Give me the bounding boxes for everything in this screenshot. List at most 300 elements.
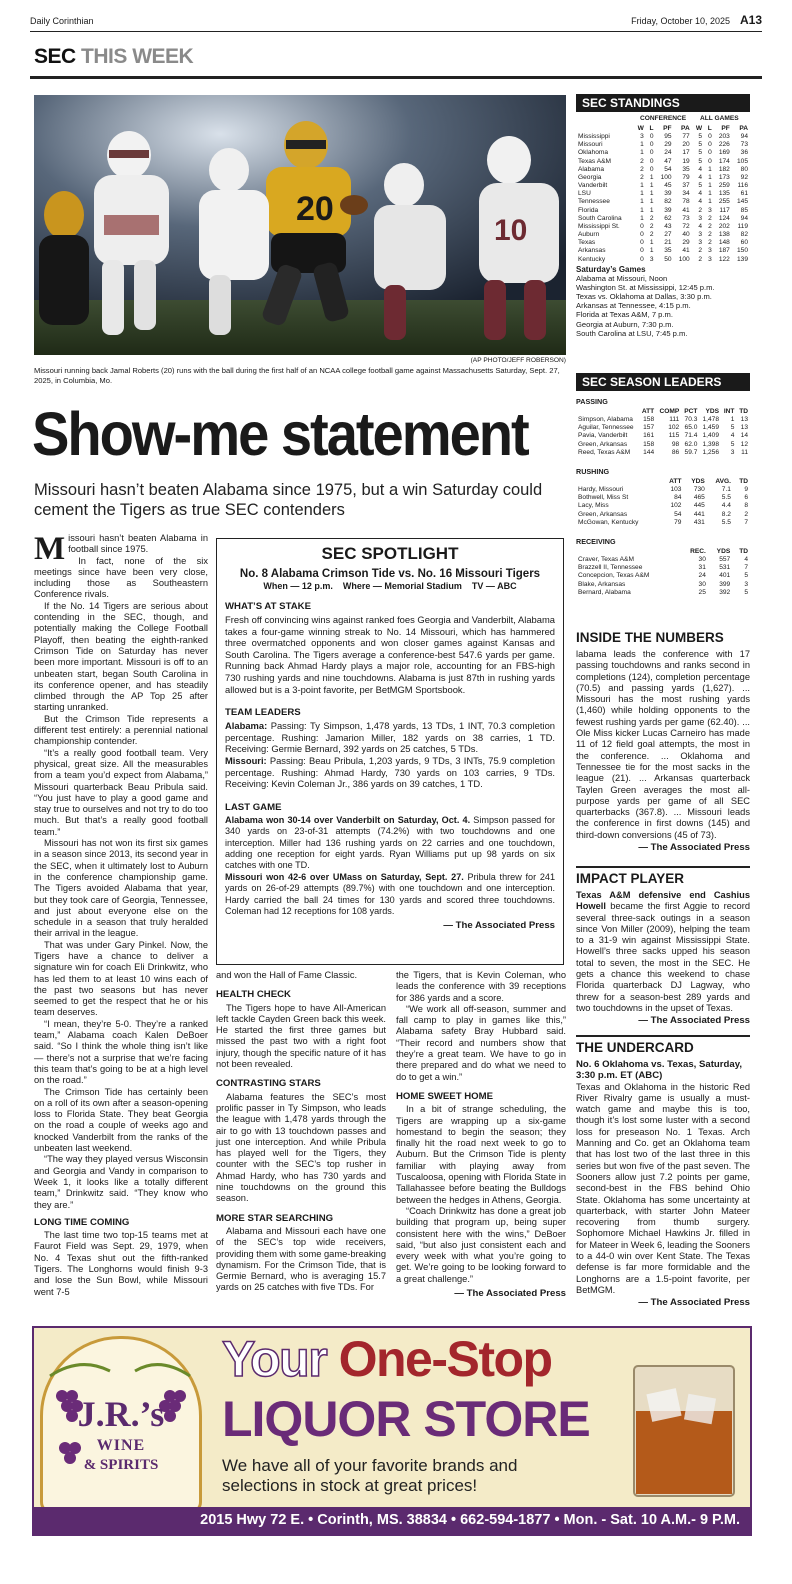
standings-cell: 3 — [708, 247, 712, 255]
ad-headline-2: LIQUOR STORE — [222, 1391, 590, 1447]
passing-stat: 1,256 — [702, 448, 720, 456]
subhead-more: MORE STAR SEARCHING — [216, 1212, 334, 1224]
undercard-body: Texas and Oklahoma in the historic Red River Rivalry game is usually a must-watch game and maybe this is too, though it’s lost some luster with a second loss for preseason No. 1 Texas. Arch Manning and Co. get an Oklahoma team that has lost two of the last three in this series but won five of the past seven. The Sooners allow just 7.2 points per game, second-best in the FBS behind Ohio State. Oklahoma has some uncertainty at quarterback, with starter John Mateer recovering from thumb surgery. Sophomore Michael Hawkins Jr. filled in for Mateer in Week 6, leading the Sooners to a 44-0 win over Kent State. The Texas defense is far more formidable and the Longhorns are a 1.5-point favorite, per BetMGM. — [576, 1081, 750, 1295]
rushing-stat: 5.5 — [721, 494, 731, 502]
passing-stat: 115 — [668, 432, 680, 440]
game-item: Georgia at Auburn, 7:30 p.m. — [576, 319, 674, 329]
rushing-player: Hardy, Missouri — [578, 486, 624, 494]
receiving-col: YDS — [716, 547, 731, 555]
rushing-player: Lacy, Miss — [578, 502, 609, 510]
rushing-col: ATT — [669, 477, 682, 485]
standings-cell: 2 — [708, 214, 712, 222]
passing-player: Reed, Texas A&M — [578, 448, 631, 456]
passing-stat: 144 — [643, 448, 655, 456]
story-p5: Missouri has not won its first six games in a season since 2013, its second year in the SEC, when it ultimately lost to Auburn in the conference championship game. The Tigers avoided Alabama that year, but they took care of Georgia, Tennessee, and just about everyone else on the schedule in a season that truly heralded their arrival in the league. — [34, 838, 208, 939]
passing-player: Pavia, Vanderbilt — [578, 432, 628, 440]
story-column-3 — [396, 970, 566, 1299]
rushing-table — [576, 478, 750, 527]
standings-row — [576, 198, 750, 206]
missouri-leaders-text: Passing: Beau Pribula, 1,203 yards, 9 TDs, 3 INTs, 75.9 completion percentage. Rushing: Ahmad Hardy, 730 yards on 103 carries, 9 TDs. Receiving: Kevin Coleman Jr., 386 yards on 39 catches, 1 TD. — [225, 754, 555, 790]
logo-wine: WINE — [96, 1437, 146, 1454]
standings-cell: 259 — [718, 182, 730, 190]
standings-cell: 1 — [640, 149, 644, 157]
standings-row — [576, 190, 750, 198]
missouri-last-game — [225, 872, 555, 918]
receiving-stat: 24 — [698, 572, 706, 580]
alabama-last-text: Simpson passed for 340 yards on 23-of-31 attempts (74.2%) with two touchdowns and one interception. Miller had 136 rushing yards on 22 carries and one touchdown, adding one reception for eight yards. Ryan Williams put up 98 yards on six catches with one TD. — [225, 814, 555, 871]
passing-stat: 98 — [671, 440, 680, 448]
standings-row — [576, 182, 750, 190]
passing-stat: 102 — [668, 424, 680, 432]
passing-stat: 1,459 — [702, 424, 720, 432]
standings-col-l: L — [649, 125, 654, 132]
standings-cell: 2 — [698, 247, 703, 255]
standings-cell: 3 — [649, 255, 654, 263]
standings-team: Alabama — [578, 165, 605, 173]
standings-cell: 0 — [708, 149, 712, 157]
rushing-stat: 445 — [693, 502, 705, 510]
spotlight-signature: — The Associated Press — [443, 920, 555, 932]
rushing-player: Green, Arkansas — [578, 510, 628, 518]
standings-col-pa: PA — [681, 125, 690, 132]
standings-cell: 122 — [718, 255, 730, 263]
page-header — [30, 12, 762, 30]
photo-caption: Missouri running back Jamal Roberts (20) runs with the ball during the first half of an NCAA college football game against Massachusetts Saturday, Sept. 27, 2025, in Columbia, Mo. — [34, 366, 560, 385]
numbers-signature: — The Associated Press — [638, 842, 750, 854]
rushing-row — [576, 502, 750, 510]
rushing-stat: 79 — [674, 518, 682, 526]
standings-cell: 27 — [664, 231, 672, 239]
standings-row — [576, 223, 750, 231]
standings-cell: 119 — [737, 222, 748, 230]
passing-player: Aguilar, Tennessee — [578, 424, 634, 432]
receiving-col: REC. — [690, 547, 706, 555]
standings-cell: 0 — [649, 157, 654, 165]
standings-cell: 4 — [698, 198, 703, 206]
standings-cell: 116 — [737, 182, 748, 190]
standings-cell: 2 — [649, 222, 654, 230]
story-col2-top: and won the Hall of Fame Classic. — [216, 970, 358, 980]
standings-cell: 187 — [718, 247, 730, 255]
standings-cell: 3 — [708, 255, 712, 263]
receiving-stat: 5 — [744, 588, 748, 596]
standings-cell: 41 — [682, 247, 690, 255]
passing-row — [576, 449, 750, 457]
receiving-row — [576, 589, 750, 597]
standings-cell: 182 — [718, 165, 730, 173]
passing-stat: 1,478 — [702, 416, 720, 424]
passing-stat: 70.3 — [684, 416, 698, 424]
standings-cell: 1 — [708, 173, 712, 181]
receiving-table — [576, 548, 750, 597]
standings-cell: 0 — [649, 133, 654, 141]
standings-team: Oklahoma — [578, 149, 609, 157]
rushing-row — [576, 494, 750, 502]
standings-cell: 0 — [708, 157, 712, 165]
missouri-leaders — [225, 755, 555, 790]
standings-cell: 73 — [740, 141, 748, 149]
standings-cell: 5 — [698, 157, 703, 165]
rushing-col: AVG. — [715, 477, 731, 485]
standings-cell: 135 — [718, 190, 730, 198]
standings-cell: 0 — [649, 141, 654, 149]
standings-cell: 73 — [682, 214, 690, 222]
story-p1: In fact, none of the six meetings since have been very close, including those as Southeastern Conference rivals. — [34, 555, 208, 600]
story-p3: But the Crimson Tide represents a different test entirely: a perennial national championship contender. — [34, 713, 208, 747]
passing-stat: 5 — [730, 424, 735, 432]
section-title-light: THIS WEEK — [81, 45, 194, 68]
standings-cell: 4 — [698, 173, 703, 181]
subhead-health: HEALTH CHECK — [216, 989, 291, 1001]
story-p7: “I mean, they’re 5-0. They’re a ranked team,” Alabama coach Kalen DeBoer said. “So I think the whole thing isn’t like — there’s not a surprise that we’re facing this team that’s going to be at a high level on the road.” — [34, 1018, 208, 1086]
receiving-stat: 557 — [719, 556, 731, 564]
standings-cell: 1 — [649, 198, 654, 206]
game-item: Alabama at Missouri, Noon — [576, 273, 668, 283]
standings-col-pf: PF — [663, 125, 672, 132]
passing-player: Simpson, Alabama — [578, 416, 633, 424]
passing-table — [576, 408, 750, 457]
standings-col-pf2: PF — [721, 125, 730, 132]
standings-team: Tennessee — [578, 198, 610, 206]
receiving-row — [576, 556, 750, 564]
story-p8: The Crimson Tide has certainly been on a roll of its own after a season-opening loss to Florida State. They beat Georgia on the road a couple of weeks ago and knocked Vanderbilt from the ranks of the unbeaten last weekend. — [34, 1086, 208, 1154]
passing-stat: 3 — [730, 448, 735, 456]
standings-cell: 1 — [708, 165, 712, 173]
standings-cell: 138 — [718, 231, 730, 239]
standings-cell: 0 — [649, 165, 654, 173]
standings-cell: 2 — [649, 214, 654, 222]
standings-cell: 4 — [698, 165, 703, 173]
impact-lead: Texas A&M defensive end Cashius Howell — [576, 890, 750, 912]
stake-body: Fresh off convincing wins against ranked foes Georgia and Vanderbilt, Alabama takes a four-game winning streak to No. 14 Missouri, which has hammered three overmatched opponents and won closer games against Kansas and South Carolina. The Tigers average a conference-best 547.6 yards per game. Running back Ahmad Hardy plays a major role, accounting for an FBS-high 730 rushing yards and nine touchdowns. Alabama is just 87th in rushing yards allowed but is a 3-point favorite, per BetMGM Sportsbook. — [225, 614, 555, 695]
rushing-stat: 8 — [744, 502, 748, 510]
passing-stat: 1,409 — [702, 432, 720, 440]
standings-cell: 4 — [698, 190, 703, 198]
photo-credit: (AP PHOTO/JEFF ROBERSON) — [470, 357, 566, 364]
standings-cell: 40 — [682, 231, 690, 239]
standings-cell: 77 — [682, 133, 690, 141]
standings-team: Georgia — [578, 173, 602, 181]
games-list — [576, 274, 750, 338]
rushing-stat: 2 — [744, 510, 748, 518]
standings-cell: 0 — [708, 141, 712, 149]
story-p2: If the No. 14 Tigers are serious about contending in the SEC, though, and potentially making the College Football Playoff, then beating the eighth-ranked Crimson Tide on Saturday has never been more important. Missouri is off to an unbeaten start, began South Carolina in its conference opener, and has steadily climbed through the AP Top 25 after starting unranked. — [34, 600, 208, 713]
drop-cap: M — [34, 531, 66, 567]
standings-cell: 226 — [718, 141, 730, 149]
impact-title: IMPACT PLAYER — [576, 866, 750, 886]
standings-cell: 1 — [640, 141, 644, 149]
ad-tagline-2: selections in stock at great prices! — [222, 1476, 478, 1495]
rushing-stat: 465 — [693, 494, 705, 502]
standings-cell: 1 — [640, 206, 644, 214]
impact-signature: — The Associated Press — [638, 1015, 750, 1027]
standings-col-w2: W — [695, 125, 703, 132]
rushing-col: YDS — [691, 477, 705, 485]
standings-allgames-label: ALL GAMES — [700, 115, 739, 122]
rushing-row — [576, 511, 750, 519]
standings-team: Missouri — [578, 141, 603, 149]
story-p9: “The way they played versus Wisconsin and Georgia and Vandy in comparison to Week 1, it looks like a totally different team,” Drinkwitz said. “They know who they are.” — [34, 1154, 208, 1210]
standings-cell: 37 — [682, 182, 690, 190]
standings-row — [576, 141, 750, 149]
standings-cell: 2 — [640, 165, 644, 173]
receiving-player: Craver, Texas A&M — [578, 556, 634, 564]
standings-cell: 61 — [740, 190, 748, 198]
standings-cell: 5 — [698, 133, 703, 141]
standings-cell: 5 — [698, 141, 703, 149]
standings-cell: 79 — [682, 173, 690, 181]
receiving-row — [576, 564, 750, 572]
page-number: A13 — [739, 13, 762, 27]
rushing-stat: 84 — [674, 494, 682, 502]
standings-cell: 82 — [664, 198, 672, 206]
standings-cell: 173 — [718, 173, 730, 181]
standings-cell: 3 — [698, 231, 703, 239]
standings-cell: 0 — [640, 231, 644, 239]
standings-cell: 255 — [718, 198, 730, 206]
standings-row — [576, 239, 750, 247]
standings-cell: 2 — [708, 231, 712, 239]
receiving-row — [576, 572, 750, 580]
rushing-player: Bothwell, Miss St — [578, 494, 629, 502]
standings-team: South Carolina — [578, 214, 622, 222]
standings-row — [576, 256, 750, 264]
standings-cell: 117 — [719, 206, 730, 214]
receiving-player: Blake, Arkansas — [578, 580, 626, 588]
home-body-1: In a bit of strange scheduling, the Tigers are wrapping up a six-game homestand to begin the season; they finally hit the road next week to go to Auburn. But the Crimson Tide is plenty familiar with playing away from Tuscaloosa, opening with Florida State in Tallahassee before beating the Bulldogs between the hedges in Athens, Georgia. — [396, 1104, 566, 1205]
passing-stat: 4 — [730, 432, 735, 440]
missouri-last-text: Pribula threw for 241 yards on 26-of-29 attempts (89.7%) with one touchdown and one interception. Hardy carried the ball 24 times for 130 yards and scored three touchdowns. Coleman had 12 receptions for 108 yards. — [225, 871, 555, 916]
numbers-box — [576, 627, 750, 853]
standings-cell: 20 — [682, 141, 690, 149]
standings-team: Vanderbilt — [578, 182, 608, 190]
passing-stat: 161 — [643, 432, 655, 440]
standings-cell: 85 — [740, 206, 748, 214]
standings-cell: 92 — [740, 173, 748, 181]
rushing-col-name — [576, 478, 662, 486]
game-photo — [34, 95, 566, 355]
game-item: Arkansas at Tennessee, 4:15 p.m. — [576, 301, 691, 311]
story-signature: — The Associated Press — [454, 1288, 566, 1300]
standings-cell: 1 — [640, 198, 644, 206]
rushing-col: TD — [739, 477, 748, 485]
undercard-box — [576, 1035, 750, 1308]
standings-cell: 82 — [740, 231, 748, 239]
story-col3-p2: “We work all off-season, summer and fall camp to play in games like this,” Alabama safety Bray Hubbard said. “Their record and numbers show that they’re a great team. We have to go in there prepared and do what we need to do to get a win.” — [396, 1003, 566, 1082]
game-item: Texas vs. Oklahoma at Dallas, 3:30 p.m. — [576, 292, 712, 302]
standings-cell: 95 — [664, 133, 672, 141]
standings-cell: 203 — [718, 133, 730, 141]
standings-cell: 2 — [649, 231, 654, 239]
standings-cell: 2 — [640, 157, 644, 165]
games-head: Saturday’s Games — [576, 264, 646, 274]
rushing-stat: 4.4 — [721, 502, 731, 510]
standings-cell: 2 — [698, 206, 703, 214]
liquor-ad — [32, 1326, 752, 1536]
standings-cell: 5 — [698, 182, 703, 190]
standings-box — [576, 94, 750, 338]
standings-cell: 1 — [649, 247, 654, 255]
receiving-stat: 5 — [744, 572, 748, 580]
standings-cell: 3 — [708, 206, 712, 214]
rushing-label: RUSHING — [576, 466, 610, 476]
svg-text:20: 20 — [296, 190, 334, 228]
more-body: Alabama and Missouri each have one of the SEC’s top wide receivers, providing them with some game-breaking dynamism. For the Crimson Tide, that is Germie Bernard, who is averaging 15.7 yards on 25 catches with five TDs. For — [216, 1225, 387, 1293]
standings-col-pa2: PA — [739, 125, 748, 132]
last-game-head: LAST GAME — [225, 801, 282, 813]
receiving-stat: 7 — [744, 564, 748, 572]
standings-col-w: W — [637, 125, 644, 132]
standings-cell: 2 — [698, 255, 703, 263]
receiving-stat: 25 — [698, 588, 706, 596]
rushing-row — [576, 519, 750, 527]
standings-row — [576, 174, 750, 182]
standings-cell: 3 — [698, 239, 703, 247]
undercard-game: No. 6 Oklahoma vs. Texas, Saturday, 3:30 p.m. ET (ABC) — [576, 1059, 743, 1082]
passing-stat: 59.7 — [684, 448, 698, 456]
story-col3-p1: the Tigers, that is Kevin Coleman, who leads the conference with 39 receptions for 386 yards and a score. — [396, 970, 566, 1003]
standings-row — [576, 207, 750, 215]
receiving-row — [576, 581, 750, 589]
home-body-2: “Coach Drinkwitz has done a great job building that program up, being super consistent here with the wins,” DeBoer said, “but also just consistent each and every week with what you’re going to get. We’re going to be looking forward to a great challenge.” — [396, 1205, 566, 1284]
passing-stat: 71.4 — [684, 432, 698, 440]
standings-cell: 41 — [682, 206, 690, 214]
standings-row — [576, 247, 750, 255]
standings-cell: 24 — [664, 149, 672, 157]
ad-logo — [40, 1336, 202, 1514]
rushing-stat: 9 — [744, 486, 748, 494]
ad-headline-1 — [222, 1330, 552, 1388]
ad-footer: 2015 Hwy 72 E. • Corinth, MS. 38834 • 662-594-1877 • Mon. - Sat. 10 A.M.- 9 P.M. — [34, 1507, 750, 1534]
passing-player: Green, Arkansas — [578, 440, 628, 448]
standings-team: Kentucky — [578, 255, 606, 263]
passing-col-name — [576, 408, 639, 416]
passing-stat: 158 — [643, 416, 655, 424]
contrast-body: Alabama features the SEC’s most prolific passer in Ty Simpson, who leads the league with 1,478 yards through the air to go with 13 touchdown passes and just one interception. And while Pribula has played well for the Tigers, they counter with the SEC’s top rusher in Ahmad Hardy, who has 730 yards and nine touchdowns on the ground this season. — [216, 1091, 386, 1204]
receiving-stat: 531 — [719, 564, 731, 572]
standings-row — [576, 133, 750, 141]
standings-cell: 45 — [664, 182, 672, 190]
passing-col: TD — [739, 408, 748, 415]
alabama-label: Alabama: — [225, 720, 268, 732]
standings-cell: 54 — [664, 165, 672, 173]
standings-cell: 150 — [736, 247, 748, 255]
standings-cell: 4 — [698, 222, 703, 230]
standings-cell: 0 — [640, 247, 644, 255]
standings-group-row — [576, 115, 750, 125]
standings-cell: 1 — [708, 198, 712, 206]
story-p6: That was under Gary Pinkel. Now, the Tigers have a chance to deliver a signature win for coach Eli Drinkwitz, who has led them to at least 10 wins each of the past two seasons but has never seemed to get the respect that he or his team deserves. — [34, 939, 208, 1018]
standings-cell: 35 — [664, 247, 672, 255]
whiskey-glass-icon — [624, 1356, 744, 1506]
standings-team: Texas A&M — [578, 157, 611, 165]
standings-cell: 5 — [698, 149, 703, 157]
standings-cell: 145 — [736, 198, 748, 206]
standings-cell: 1 — [640, 214, 644, 222]
standings-table — [576, 125, 750, 264]
impact-box — [576, 866, 750, 1026]
standings-cell: 1 — [649, 239, 654, 247]
standings-cell: 100 — [678, 255, 690, 263]
rushing-stat: 103 — [670, 486, 682, 494]
receiving-stat: 30 — [698, 580, 706, 588]
missouri-last-lead: Missouri won 42-6 over UMass on Saturday, Sept. 27. — [225, 871, 464, 882]
spotlight-box — [216, 538, 564, 965]
standings-cell: 43 — [664, 222, 672, 230]
stake-head: WHAT’S AT STAKE — [225, 601, 311, 612]
standings-cell: 19 — [682, 157, 690, 165]
passing-label: PASSING — [576, 397, 608, 406]
passing-stat: 13 — [740, 424, 748, 432]
receiving-player: Bernard, Alabama — [578, 588, 631, 596]
rushing-stat: 730 — [693, 486, 705, 494]
headline: Show-me statement — [32, 400, 528, 468]
standings-cell: 39 — [664, 190, 672, 198]
receiving-label: RECEIVING — [576, 536, 616, 546]
standings-cell: 100 — [660, 173, 672, 181]
subhead-home: HOME SWEET HOME — [396, 1090, 494, 1102]
subhead-contrast: CONTRASTING STARS — [216, 1078, 321, 1090]
rushing-stat: 6 — [744, 494, 748, 502]
logo-spirits: & SPIRITS — [83, 1457, 159, 1473]
standings-cell: 1 — [708, 182, 712, 190]
passing-stat: 11 — [741, 448, 748, 456]
standings-team: Mississippi — [578, 133, 610, 141]
alabama-leaders — [225, 720, 555, 755]
passing-stat: 1,398 — [702, 440, 720, 448]
standings-team: LSU — [578, 190, 591, 198]
standings-team: Mississippi St. — [578, 222, 620, 230]
ad-tagline-1: We have all of your favorite brands and — [222, 1456, 518, 1475]
standings-cell: 2 — [640, 173, 644, 181]
standings-cell: 29 — [682, 239, 690, 247]
passing-stat: 86 — [671, 448, 680, 456]
passing-col: YDS — [705, 408, 720, 415]
standings-cell: 174 — [718, 157, 730, 165]
standings-cell: 1 — [649, 173, 654, 181]
standings-cell: 0 — [640, 222, 644, 230]
standings-cell: 0 — [640, 239, 644, 247]
passing-stat: 14 — [740, 432, 748, 440]
standings-cell: 139 — [736, 255, 748, 263]
standings-cell: 148 — [718, 239, 730, 247]
passing-stat: 111 — [669, 416, 680, 424]
standings-cell: 202 — [718, 222, 730, 230]
standings-cell: 36 — [740, 149, 748, 157]
leaders-title: SEC SEASON LEADERS — [576, 373, 750, 391]
leaders-head: TEAM LEADERS — [225, 707, 301, 719]
alabama-leaders-text: Passing: Ty Simpson, 1,478 yards, 13 TDs, 1 INT, 70.3 completion percentage. Rushing: Jamarion Miller, 182 yards on 38 carries, 1 TD. Receiving: Germie Bernard, 392 yards on 25 catches, 5 TDs. — [225, 720, 555, 755]
story-long-body: The last time two top-15 teams met at Faurot Field was Sept. 29, 1979, when No. 4 Texas shut out the fifth-ranked Tigers. The Longhorns would finish 9-3 and lose the Sun Bowl, while Missouri went 7-5 — [34, 1230, 208, 1297]
receiving-stat: 399 — [719, 580, 731, 588]
receiving-stat: 4 — [744, 556, 748, 564]
story-lede: issouri hasn’t beaten Alabama in football since 1975. — [68, 533, 208, 555]
receiving-player: Brazzell II, Tennessee — [578, 564, 643, 572]
standings-cell: 47 — [664, 157, 672, 165]
standings-cell: 39 — [664, 206, 672, 214]
standings-cell: 124 — [718, 214, 730, 222]
spotlight-title: SEC SPOTLIGHT — [321, 544, 459, 563]
game-item: Florida at Texas A&M, 7 p.m. — [576, 310, 673, 320]
impact-body — [576, 890, 750, 1014]
passing-col: INT — [723, 408, 735, 415]
receiving-stat: 392 — [719, 588, 731, 596]
standings-title: SEC STANDINGS — [576, 94, 750, 112]
standings-row — [576, 231, 750, 239]
spotlight-matchup: No. 8 Alabama Crimson Tide vs. No. 16 Missouri Tigers — [239, 568, 541, 580]
passing-col: COMP — [659, 408, 680, 415]
svg-text:10: 10 — [494, 214, 528, 247]
